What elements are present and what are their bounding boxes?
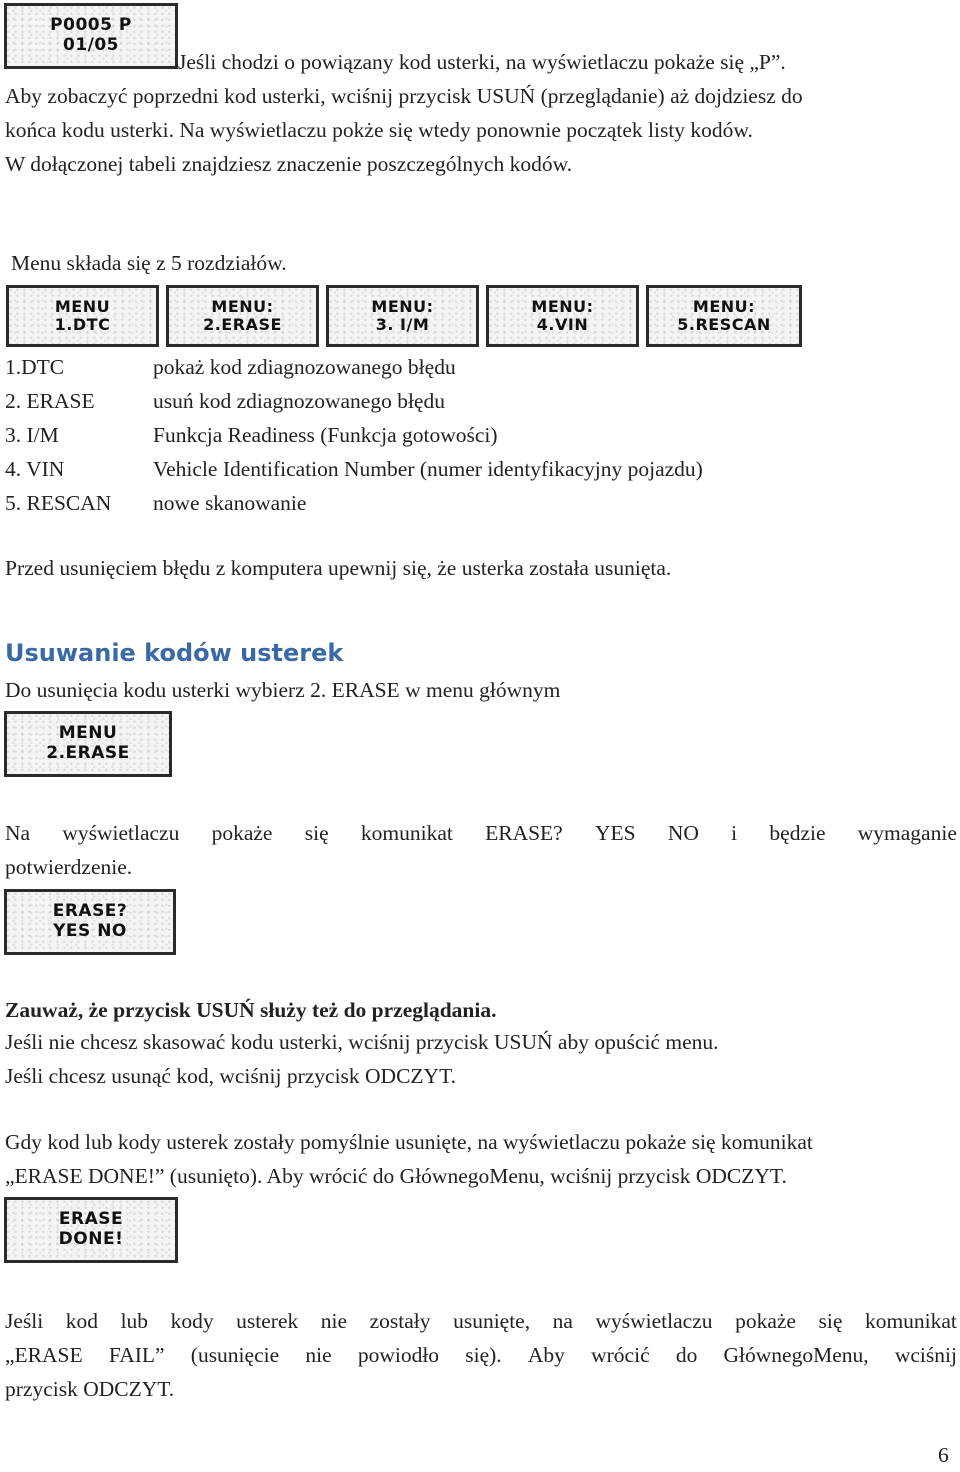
word: pokaże (735, 1309, 796, 1333)
word: komunikat (360, 821, 453, 845)
lcd-line-1: ERASE? (52, 901, 128, 922)
word: lub (120, 1309, 149, 1333)
lcd-display-p0005 (4, 3, 178, 69)
lcd-line-1: P0005 P (50, 15, 132, 36)
fail-line-3: przycisk ODCZYT. (5, 1377, 175, 1401)
lcd-menu-dtc (6, 285, 159, 347)
menu-item (5, 452, 703, 486)
word: Na (5, 821, 31, 845)
lcd-line-2: 01/05 (62, 35, 120, 55)
word: wrócić (591, 1343, 650, 1367)
lcd-line-1: ERASE (58, 1209, 124, 1230)
word: powiodło (357, 1343, 440, 1367)
menu-item-code: 3. I/M (5, 423, 59, 447)
lcd-line-1: MENU: (531, 296, 594, 316)
lcd-line-2: YES NO (53, 921, 127, 941)
lcd-line-1: MENU (54, 296, 111, 316)
fail-line-2 (5, 1338, 957, 1372)
note-bold: Zauważ, że przycisk USUŃ służy też do przeglądania. (5, 998, 497, 1022)
menu-item-desc: Vehicle Identification Number (numer identyfikacyjny pojazdu) (153, 457, 703, 481)
word: nie (305, 1343, 332, 1367)
lcd-menu-im (326, 285, 479, 347)
menu-item-desc: Funkcja Readiness (Funkcja gotowości) (153, 423, 498, 447)
menu-item (5, 384, 703, 418)
lcd-menu-rescan (646, 285, 802, 347)
lcd-line-1: MENU: (371, 296, 434, 316)
word: pokaże (211, 821, 273, 845)
done-line-2: „ERASE DONE!” (usunięto). Aby wrócić do GłównegoMenu, wciśnij przycisk ODCZYT. (5, 1164, 787, 1188)
lcd-line-2: 1.DTC (54, 315, 111, 334)
menu-item-desc: pokaż kod zdiagnozowanego błędu (153, 355, 456, 379)
lcd-line-1: MENU (58, 723, 118, 744)
erase-instruction: Do usunięcia kodu usterki wybierz 2. ERASE w menu głównym (5, 678, 561, 702)
confirm-line-1 (5, 816, 957, 850)
lcd-erase-done (4, 1197, 178, 1263)
lcd-line-1: MENU: (211, 296, 274, 316)
word: zostały (369, 1309, 431, 1333)
word: komunikat (864, 1309, 957, 1333)
intro-line-4: W dołączonej tabeli znajdziesz znaczenie poszczególnych kodów. (5, 152, 573, 176)
word: kod (65, 1309, 99, 1333)
word: się). (465, 1343, 502, 1367)
intro-line-2: Aby zobaczyć poprzedni kod usterki, wciśnij przycisk USUŃ (przeglądanie) aż dojdziesz do (5, 84, 803, 108)
word: wyświetlaczu (595, 1309, 713, 1333)
confirm-line-2: potwierdzenie. (5, 855, 133, 879)
word: usunięte, (453, 1309, 531, 1333)
menu-intro: Menu składa się z 5 rozdziałów. (11, 251, 287, 275)
lcd-line-2: 4.VIN (536, 315, 589, 334)
word: (usunięcie (190, 1343, 280, 1367)
menu-item-list (5, 350, 703, 520)
menu-item-code: 5. RESCAN (5, 491, 112, 515)
menu-item-desc: nowe skanowanie (153, 491, 307, 515)
menu-item-desc: usuń kod zdiagnozowanego błędu (153, 389, 445, 413)
lcd-line-2: 5.RESCAN (677, 315, 771, 334)
page-number: 6 (938, 1443, 949, 1467)
note-line-2: Jeśli nie chcesz skasować kodu usterki, wciśnij przycisk USUŃ aby opuścić menu. (5, 1030, 719, 1054)
word: będzie (769, 821, 826, 845)
word: wymaganie (857, 821, 957, 845)
lcd-line-2: 2.ERASE (203, 315, 282, 334)
word: GłównegoMenu, (723, 1343, 869, 1367)
word: „ERASE (5, 1343, 83, 1367)
menu-item (5, 486, 703, 520)
word: Aby (527, 1343, 565, 1367)
word: nie (320, 1309, 348, 1333)
lcd-line-2: DONE! (58, 1229, 124, 1249)
word: się (304, 821, 329, 845)
before-erase-note: Przed usunięciem błędu z komputera upewnij się, że usterka została usunięta. (5, 556, 672, 580)
menu-item-code: 2. ERASE (5, 389, 95, 413)
word: do (675, 1343, 698, 1367)
done-line-1: Gdy kod lub kody usterek zostały pomyślnie usunięte, na wyświetlaczu pokaże się komunikat (5, 1130, 813, 1154)
section-heading: Usuwanie kodów usterek (5, 639, 344, 667)
intro-line-3: końca kodu usterki. Na wyświetlaczu pokże się wtedy ponownie początek listy kodów. (5, 118, 753, 142)
lcd-line-1: MENU: (692, 296, 756, 316)
lcd-erase-menu (4, 711, 172, 777)
menu-item (5, 418, 703, 452)
lcd-menu-vin (486, 285, 639, 347)
word: wyświetlaczu (62, 821, 180, 845)
menu-item (5, 350, 703, 384)
lcd-menu-erase (166, 285, 319, 347)
note-line-3: Jeśli chcesz usunąć kod, wciśnij przycisk ODCZYT. (5, 1064, 456, 1088)
word: wciśnij (894, 1343, 957, 1367)
word: Jeśli (5, 1309, 44, 1333)
menu-item-code: 1.DTC (5, 355, 65, 379)
intro-line-1: Jeśli chodzi o powiązany kod usterki, na wyświetlaczu pokaże się „P”. (178, 50, 786, 74)
word: usterek (236, 1309, 299, 1333)
menu-item-code: 4. VIN (5, 457, 65, 481)
word: na (552, 1309, 573, 1333)
fail-line-1 (5, 1304, 957, 1338)
word: FAIL” (108, 1343, 165, 1367)
lcd-line-2: 2.ERASE (46, 743, 130, 763)
word: i (731, 821, 738, 845)
lcd-erase-confirm (4, 889, 176, 955)
word: ERASE? (485, 821, 563, 845)
lcd-line-2: 3. I/M (375, 315, 430, 334)
word: YES (594, 821, 636, 845)
word: się (818, 1309, 843, 1333)
word: kody (170, 1309, 214, 1333)
word: NO (667, 821, 699, 845)
